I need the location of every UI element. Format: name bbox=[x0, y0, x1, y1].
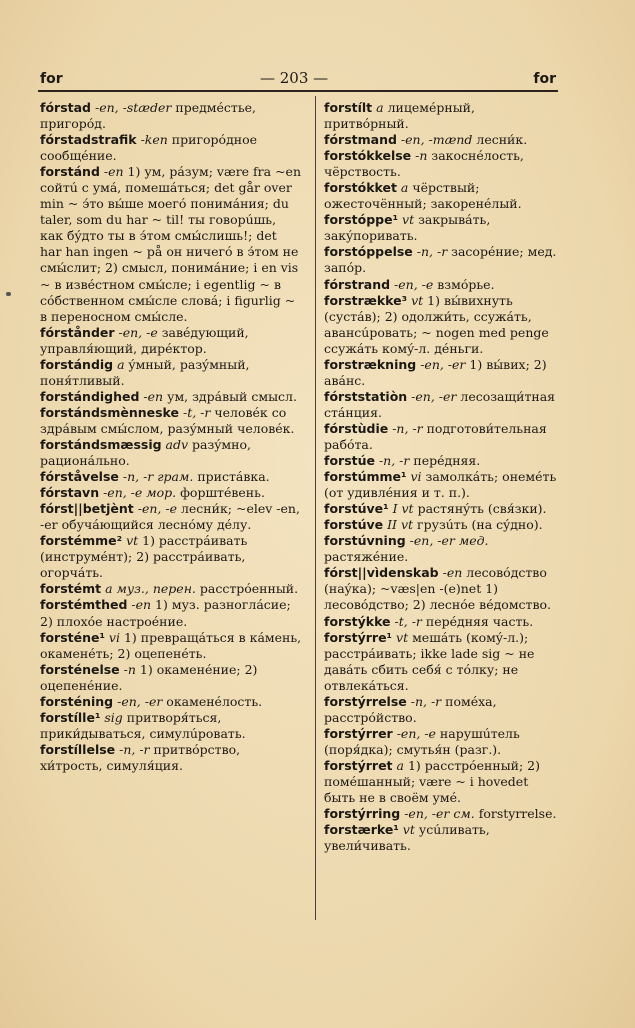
entry-grammar: -en bbox=[438, 565, 463, 581]
entry-headword: forsténing bbox=[40, 693, 114, 709]
entry-headword: forstrække³ bbox=[324, 292, 408, 308]
entry-headword: forstándighed bbox=[40, 388, 140, 404]
dictionary-entry bbox=[40, 164, 302, 324]
dictionary-entry bbox=[324, 180, 558, 212]
entry-headword: forstóppelse bbox=[324, 244, 413, 260]
entry-grammar: -n bbox=[411, 148, 428, 164]
entry-grammar: -ken bbox=[136, 132, 168, 148]
dictionary-entry bbox=[324, 533, 558, 565]
entry-translation: взмóрье. bbox=[433, 276, 495, 292]
entry-translation: лесозащи́тная стáнция. bbox=[324, 388, 556, 420]
entry-headword: forstúmme¹ bbox=[324, 469, 407, 485]
entry-translation: лесовóдство (наýка); ~væs|en -(e)net 1) лесовóдство; 2) леснóе вéдомство. bbox=[324, 565, 551, 613]
entry-grammar: -en, -er см. bbox=[400, 806, 475, 822]
entry-translation: пристáвка. bbox=[193, 469, 270, 485]
entry-grammar: -n, -r bbox=[374, 453, 410, 469]
dictionary-entry bbox=[40, 325, 302, 357]
dictionary-entry bbox=[324, 421, 558, 453]
entry-translation: чёрствый; ожесточённый; закоренéлый. bbox=[324, 180, 522, 212]
dictionary-entry bbox=[40, 694, 302, 710]
entry-grammar: a bbox=[392, 757, 404, 773]
entry-translation: растяжéние. bbox=[324, 549, 409, 565]
dictionary-entry bbox=[324, 277, 558, 293]
dictionary-entry bbox=[324, 517, 558, 533]
entry-grammar: vi bbox=[406, 469, 422, 485]
entry-translation: пригорóдное сообщéние. bbox=[40, 132, 258, 164]
entry-translation: грузúть (на сýдно). bbox=[413, 517, 543, 533]
dictionary-entry bbox=[40, 357, 302, 389]
entry-headword: fórst||vìdenskab bbox=[324, 565, 439, 581]
entry-headword: forstýrring bbox=[324, 806, 401, 822]
dictionary-entry bbox=[40, 132, 302, 164]
entry-translation: растянýть (свя́зки). bbox=[413, 501, 547, 517]
entry-headword: forstærke¹ bbox=[324, 822, 399, 838]
entry-grammar: sig bbox=[100, 709, 123, 725]
dictionary-entry bbox=[324, 293, 558, 357]
entry-headword: forsténelse bbox=[40, 661, 120, 677]
entry-translation: лесни́к. bbox=[472, 132, 528, 148]
entry-headword: forstánd bbox=[40, 164, 100, 180]
entry-grammar: vt bbox=[407, 292, 424, 308]
entry-translation: завéдующий, управля́ющий, дирéктор. bbox=[40, 324, 249, 356]
entry-grammar: -n bbox=[119, 661, 136, 677]
entry-grammar: adv bbox=[161, 436, 189, 452]
dictionary-entry bbox=[40, 710, 302, 742]
dictionary-entry bbox=[40, 581, 302, 597]
dictionary-entry bbox=[324, 100, 558, 132]
entry-headword: fórststatiòn bbox=[324, 388, 408, 404]
entry-headword: fórståvelse bbox=[40, 469, 119, 485]
entry-grammar: -en, -stæder bbox=[91, 100, 172, 115]
entry-translation: 1) окаменéние; 2) оцепенéние. bbox=[40, 661, 258, 693]
entry-headword: forstúvning bbox=[324, 533, 406, 549]
entry-translation: подготови́тельная рабóта. bbox=[324, 420, 547, 452]
dictionary-entry bbox=[40, 662, 302, 694]
entry-headword: forstúve¹ bbox=[324, 501, 389, 517]
entry-translation: 1) ум, рáзум; være fra ~en сойтú с умá, помешáться; det går over min ~ э́то вы́ше моегó понимáния; du taler, som du har ~ til! ты говорúшь, как бýдто ты в э́том смы́слишь!; det har han ingen ~ på он ничегó в э́том не смы́слит; 2) смысл, понимáние; i en vis ~ в извéстном смы́сле; i egentlig ~ в сóбственном смы́сле словá; i figurlig ~ в переносном смы́сле. bbox=[40, 164, 301, 324]
entry-headword: fórstrand bbox=[324, 276, 391, 292]
left-column bbox=[40, 100, 302, 774]
entry-headword: forstókket bbox=[324, 180, 397, 196]
entry-headword: forstókkelse bbox=[324, 148, 412, 164]
entry-translation: предмéстье, пригорóд. bbox=[40, 100, 257, 132]
entry-translation: притвóрство, хи́трость, симуля́ция. bbox=[40, 741, 241, 773]
entry-headword: fórst||betjènt bbox=[40, 501, 134, 517]
dictionary-entry bbox=[40, 630, 302, 662]
entry-translation: ýмный, разýмный, поня́тливый. bbox=[40, 356, 250, 388]
entry-grammar: a bbox=[113, 356, 125, 372]
entry-grammar: II vt bbox=[383, 517, 414, 533]
entry-grammar: -t, -r bbox=[390, 613, 422, 629]
dictionary-entry bbox=[324, 614, 558, 630]
dictionary-entry bbox=[40, 100, 302, 132]
entry-grammar: -n, -r bbox=[388, 420, 423, 436]
dictionary-entry bbox=[40, 742, 302, 774]
entry-translation: 1) вы́вихнуть (сустáв); 2) одолжи́ть, ссужáть, авансúровать; ~ nogen med penge ссужáть комý-л. дéньги. bbox=[324, 292, 549, 356]
entry-grammar: -en, -mænd bbox=[396, 132, 473, 148]
header-left-word: for bbox=[40, 71, 63, 87]
entry-headword: forstýrrelse bbox=[324, 693, 407, 709]
dictionary-entry bbox=[40, 501, 302, 533]
entry-translation: 1) превращáться в кáмень, окаменéть; 2) оцепенéть. bbox=[40, 629, 302, 661]
page-header bbox=[38, 66, 558, 92]
entry-translation: 1) муз. разноглáсие; 2) плохóе настроéние. bbox=[40, 597, 291, 629]
entry-headword: forstílle¹ bbox=[40, 709, 101, 725]
dictionary-entry bbox=[324, 822, 558, 854]
entry-grammar: -en, -e bbox=[390, 276, 434, 292]
entry-grammar: -en, -er bbox=[407, 388, 457, 404]
entry-translation: лесни́к; ~elev -en, -er обучáющийся леснóму дéлу. bbox=[40, 501, 300, 533]
entry-translation: окаменéлость. bbox=[162, 693, 263, 709]
entry-headword: fórstavn bbox=[40, 485, 100, 501]
entry-translation: замолкáть; онемéть (от удивлéния и т. п.). bbox=[324, 469, 557, 501]
entry-translation: помéха, расстрóйство. bbox=[324, 693, 497, 725]
entry-grammar: -en, -e мор. bbox=[99, 485, 177, 501]
entry-headword: forstándsmènneske bbox=[40, 404, 180, 420]
entry-grammar: a bbox=[396, 180, 409, 196]
dictionary-entry bbox=[324, 212, 558, 244]
entry-headword: forstándsmæssig bbox=[40, 436, 162, 452]
entry-translation: перéдняя часть. bbox=[421, 613, 534, 629]
entry-headword: forsténe¹ bbox=[40, 629, 105, 645]
entry-grammar: vt bbox=[398, 822, 415, 838]
entry-grammar: -en, -er bbox=[416, 356, 466, 372]
column-divider bbox=[315, 96, 316, 920]
dictionary-entry bbox=[40, 485, 302, 501]
entry-headword: forstémthed bbox=[40, 597, 128, 613]
entry-translation: 1) расстрóенный; 2) помéшанный; være ~ i hovedet быть не в своём умé. bbox=[324, 757, 541, 806]
entry-translation: нарушúтель (поря́дка); смутья́н (разг.). bbox=[324, 725, 520, 757]
entry-headword: forstýrret bbox=[324, 757, 393, 773]
entry-grammar: -en, -e bbox=[133, 501, 177, 517]
entry-grammar: -n, -r bbox=[115, 741, 150, 757]
dictionary-entry bbox=[324, 565, 558, 613]
entry-grammar: -en bbox=[139, 388, 164, 404]
entry-translation: 1) расстрáивать (инструмéнт); 2) расстрáивать, огорчáть. bbox=[40, 533, 248, 581]
dictionary-entry bbox=[324, 132, 558, 148]
entry-grammar: -t, -r bbox=[179, 404, 211, 420]
entry-headword: forstóppe¹ bbox=[324, 212, 399, 228]
dictionary-entry bbox=[324, 726, 558, 758]
dictionary-entry bbox=[40, 389, 302, 405]
entry-translation: мешáть (комý-л.); расстрáивать; ikke lade sig ~ не давáть сбить себя́ с тóлку; не отвлекáться. bbox=[324, 629, 535, 693]
entry-grammar: -n, -r bbox=[406, 693, 442, 709]
entry-translation: лицемéрный, притвóрный. bbox=[324, 100, 475, 132]
entry-headword: forstílt bbox=[324, 100, 373, 115]
entry-headword: forstýrre¹ bbox=[324, 629, 393, 645]
dictionary-entry bbox=[324, 148, 558, 180]
entry-translation: форштéвень. bbox=[176, 485, 265, 501]
dictionary-entry bbox=[324, 357, 558, 389]
entry-headword: fórstùdie bbox=[324, 420, 389, 436]
entry-grammar: vt bbox=[122, 533, 139, 549]
entry-grammar: vt bbox=[392, 629, 409, 645]
entry-headword: forstýrrer bbox=[324, 725, 393, 741]
entry-grammar: -en, -er bbox=[113, 693, 163, 709]
entry-headword: forstýkke bbox=[324, 613, 391, 629]
dictionary-entry bbox=[324, 630, 558, 694]
entry-headword: fórstmand bbox=[324, 132, 397, 148]
entry-translation: усúливать, увели́чивать. bbox=[324, 822, 490, 854]
entry-headword: forstúve bbox=[324, 517, 384, 533]
entry-translation: притворя́ться, прики́дываться, симулúровать. bbox=[40, 709, 246, 741]
entry-headword: forstúe bbox=[324, 453, 375, 469]
entry-translation: человéк со здрáвым смы́слом, разýмный человéк. bbox=[40, 404, 295, 436]
dictionary-entry bbox=[40, 469, 302, 485]
entry-grammar: -en, -e bbox=[392, 725, 436, 741]
dictionary-entry bbox=[324, 244, 558, 276]
entry-grammar: vt bbox=[398, 212, 415, 228]
dictionary-entry bbox=[40, 597, 302, 629]
entry-grammar: -en, -e bbox=[114, 324, 158, 340]
entry-headword: forstémme² bbox=[40, 533, 123, 549]
entry-grammar: -n, -r bbox=[412, 244, 448, 260]
entry-translation: forstyrrelse. bbox=[474, 806, 557, 822]
entry-headword: forstíllelse bbox=[40, 741, 116, 757]
entry-translation: закрывáть, закýпоривать. bbox=[324, 212, 491, 244]
entry-headword: fórstad bbox=[40, 100, 91, 115]
dictionary-entry bbox=[324, 758, 558, 806]
entry-headword: forstándig bbox=[40, 356, 114, 372]
entry-grammar: -en, -er мед. bbox=[405, 533, 489, 549]
entry-headword: fórstadstrafik bbox=[40, 132, 137, 148]
ink-spot bbox=[6, 292, 11, 296]
entry-headword: forstrækning bbox=[324, 356, 417, 372]
entry-headword: fórstånder bbox=[40, 324, 115, 340]
entry-grammar: -en bbox=[127, 597, 152, 613]
page-number: — 203 — bbox=[260, 69, 329, 87]
entry-translation: засорéние; мед. запóр. bbox=[324, 244, 557, 276]
entry-grammar: a муз., перен. bbox=[101, 581, 196, 597]
dictionary-entry bbox=[324, 469, 558, 501]
dictionary-entry bbox=[324, 501, 558, 517]
entry-grammar: I vt bbox=[388, 501, 414, 517]
right-column bbox=[324, 100, 558, 854]
dictionary-entry bbox=[324, 453, 558, 469]
dictionary-entry bbox=[324, 806, 558, 822]
entry-grammar: vi bbox=[104, 629, 120, 645]
entry-translation: 1) вы́вих; 2) авáнс. bbox=[324, 356, 547, 388]
entry-grammar: -n, -r грам. bbox=[118, 469, 194, 485]
dictionary-entry bbox=[324, 389, 558, 421]
entry-translation: ум, здрáвый смысл. bbox=[163, 388, 297, 404]
dictionary-entry bbox=[324, 694, 558, 726]
dictionary-entry bbox=[40, 437, 302, 469]
entry-headword: forstémt bbox=[40, 581, 102, 597]
entry-grammar: a bbox=[372, 100, 384, 115]
header-right-word: for bbox=[533, 71, 556, 87]
entry-translation: разýмно, рационáльно. bbox=[40, 436, 251, 469]
dictionary-entry bbox=[40, 533, 302, 581]
entry-grammar: -en bbox=[99, 164, 124, 180]
entry-translation: перéдняя. bbox=[409, 453, 481, 469]
entry-translation: закоснéлость, чёрствость. bbox=[324, 148, 524, 180]
entry-translation: расстрóенный. bbox=[195, 581, 299, 597]
dictionary-entry bbox=[40, 405, 302, 437]
